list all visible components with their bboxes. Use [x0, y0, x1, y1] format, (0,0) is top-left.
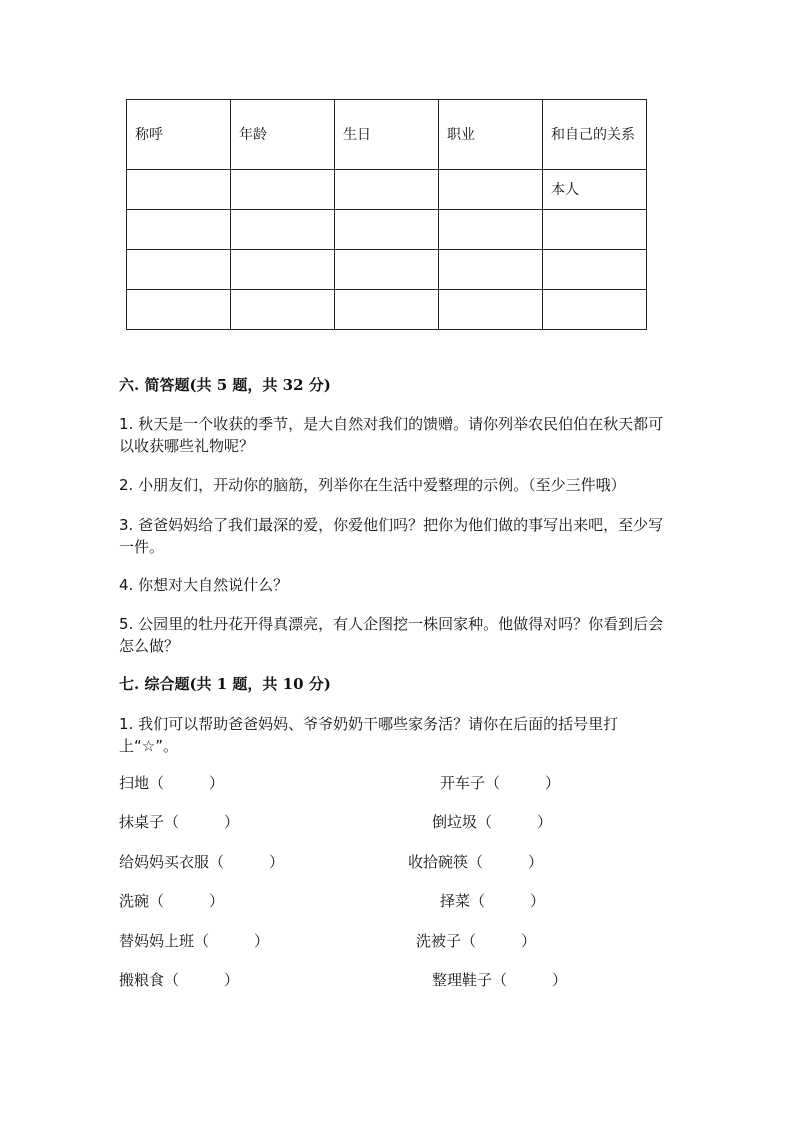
table-row — [127, 250, 647, 290]
header-cell-age: 年龄 — [231, 100, 335, 170]
table-cell — [231, 210, 335, 250]
section-7-title: 七. 综合题(共 1 题，共 10 分) — [119, 675, 331, 693]
chore-option: 扫地（ ） — [119, 774, 225, 792]
table-row — [127, 210, 647, 250]
chore-option: 搬粮食（ ） — [119, 971, 240, 989]
header-cell-title: 称呼 — [127, 100, 231, 170]
chore-option: 收拾碗筷（ ） — [408, 853, 544, 871]
table-cell — [127, 290, 231, 330]
section-6-title: 六. 简答题(共 5 题，共 32 分) — [119, 376, 331, 394]
chore-option: 给妈妈买衣服（ ） — [119, 853, 285, 871]
chore-option: 抹桌子（ ） — [119, 813, 240, 831]
table-cell — [127, 210, 231, 250]
question-6-5: 5. 公园里的牡丹花开得真漂亮，有人企图挖一株回家种。他做得对吗？你看到后会怎么做？ — [119, 615, 664, 655]
table-cell — [231, 170, 335, 210]
table-cell — [439, 250, 543, 290]
chore-option: 倒垃圾（ ） — [432, 813, 553, 831]
table-cell — [335, 210, 439, 250]
question-7-1: 1. 我们可以帮助爸爸妈妈、爷爷奶奶干哪些家务活？请你在后面的括号里打上“☆”。 — [119, 715, 619, 755]
chore-option: 开车子（ ） — [440, 774, 561, 792]
table-cell — [439, 170, 543, 210]
chore-option: 择菜（ ） — [440, 892, 546, 910]
table-row — [127, 290, 647, 330]
table-cell — [335, 170, 439, 210]
chore-option: 替妈妈上班（ ） — [119, 932, 270, 950]
chore-option: 洗被子（ ） — [416, 932, 537, 950]
table-cell — [543, 290, 647, 330]
question-6-3: 3. 爸爸妈妈给了我们最深的爱，你爱他们吗？把你为他们做的事写出来吧，至少写一件。 — [119, 516, 664, 556]
question-6-1: 1. 秋天是一个收获的季节，是大自然对我们的馈赠。请你列举农民伯伯在秋天都可以收获哪些礼物呢？ — [119, 415, 664, 455]
header-cell-job: 职业 — [439, 100, 543, 170]
table-cell: 本人 — [543, 170, 647, 210]
table-cell — [543, 210, 647, 250]
table-row — [127, 170, 647, 210]
table-cell — [439, 210, 543, 250]
table-cell — [335, 290, 439, 330]
chore-option: 洗碗（ ） — [119, 892, 225, 910]
table-cell — [439, 290, 543, 330]
header-cell-relation: 和自己的关系 — [543, 100, 647, 170]
table-cell — [231, 290, 335, 330]
table-cell — [231, 250, 335, 290]
table-header-row — [127, 100, 647, 170]
question-6-4: 4. 你想对大自然说什么？ — [119, 576, 289, 594]
header-cell-birthday: 生日 — [335, 100, 439, 170]
family-info-table — [126, 99, 647, 330]
table-cell — [127, 170, 231, 210]
table-cell — [335, 250, 439, 290]
chore-option: 整理鞋子（ ） — [432, 971, 568, 989]
table-cell — [543, 250, 647, 290]
question-6-2: 2. 小朋友们，开动你的脑筋，列举你在生活中爱整理的示例。（至少三件哦） — [119, 476, 626, 494]
table-cell — [127, 250, 231, 290]
